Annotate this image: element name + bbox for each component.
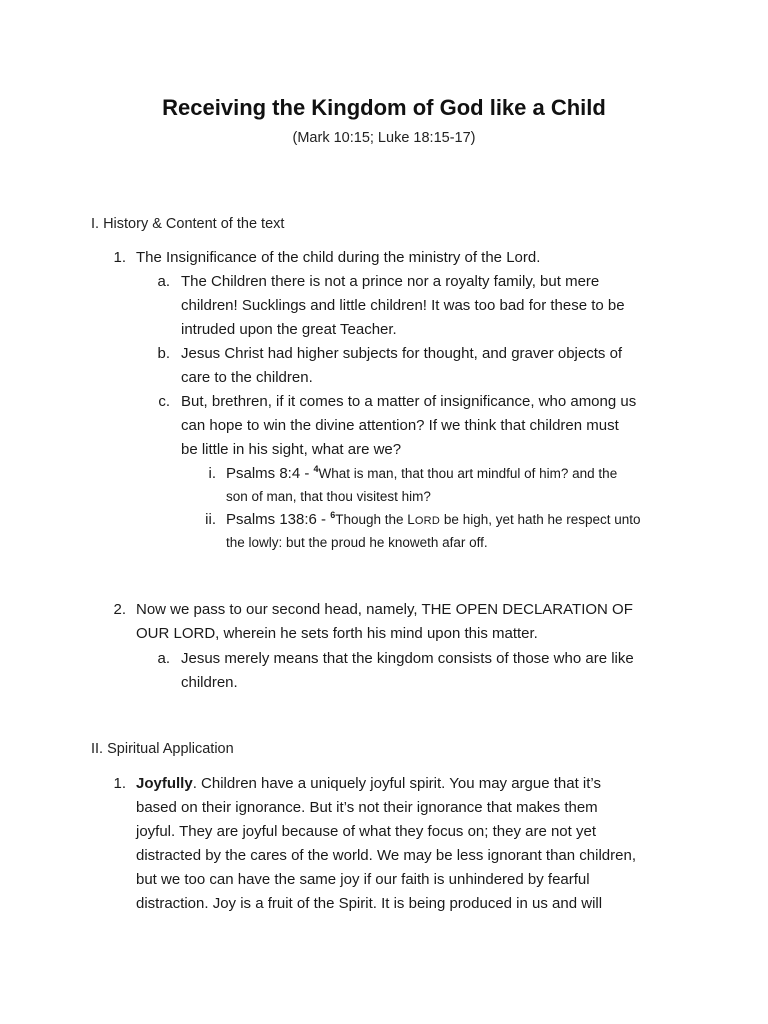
list-item-text: can hope to win the divine attention? If we think that children must <box>181 417 619 434</box>
document-title: Receiving the Kingdom of God like a Child <box>162 95 606 120</box>
list-item-text: care to the children. <box>181 369 313 386</box>
scripture-quote <box>226 465 617 482</box>
paragraph-text: distracted by the cares of the world. We may be less ignorant than children, <box>136 847 636 864</box>
list-item-text: Now we pass to our second head, namely, THE OPEN DECLARATION OF <box>136 601 633 618</box>
list-marker: a. <box>157 650 170 667</box>
paragraph-text: based on their ignorance. But it’s not their ignorance that makes them <box>136 799 598 816</box>
verse-number: 4 <box>313 464 319 474</box>
section-heading-application: II. Spiritual Application <box>91 741 234 757</box>
list-marker: b. <box>157 345 170 362</box>
list-item-text: Jesus merely means that the kingdom consists of those who are like <box>181 650 634 667</box>
verse-text: be high, yet hath he respect unto <box>440 512 641 527</box>
list-marker: c. <box>158 393 170 410</box>
list-marker: ii. <box>205 511 216 528</box>
verse-text: the lowly: but the proud he knoweth afar off. <box>226 535 488 550</box>
scripture-reference: Psalms 8:4 - <box>226 465 314 482</box>
document-subtitle: (Mark 10:15; Luke 18:15-17) <box>292 130 476 146</box>
list-marker: a. <box>157 273 170 290</box>
paragraph-text: . Children have a uniquely joyful spirit. You may argue that it’s <box>192 775 601 792</box>
verse-text: son of man, that thou visitest him? <box>226 489 431 504</box>
list-item-text: The Children there is not a prince nor a royalty family, but mere <box>181 273 600 290</box>
list-marker: 2. <box>113 601 126 618</box>
list-item-text: be little in his sight, what are we? <box>181 441 402 458</box>
list-item-text: Jesus Christ had higher subjects for thought, and graver objects of <box>181 345 623 362</box>
paragraph-text: but we too can have the same joy if our faith is unhindered by fearful <box>136 871 590 888</box>
list-marker: 1. <box>113 249 126 266</box>
list-item-text: intruded upon the great Teacher. <box>181 321 397 338</box>
section-heading-history: I. History & Content of the text <box>91 216 285 232</box>
list-item-text: The Insignificance of the child during the ministry of the Lord. <box>136 249 541 266</box>
list-marker: 1. <box>113 775 126 792</box>
list-item-text <box>136 775 601 792</box>
list-item-text: But, brethren, if it comes to a matter of insignificance, who among us <box>181 393 637 410</box>
list-marker: i. <box>208 465 216 482</box>
list-item-text: OUR LORD, wherein he sets forth his mind upon this matter. <box>136 625 538 642</box>
small-caps-text: ORD <box>414 515 441 527</box>
list-item-text: children. <box>181 674 238 691</box>
scripture-reference: Psalms 138:6 - <box>226 511 331 528</box>
verse-text: Though the L <box>335 512 415 527</box>
scripture-quote <box>226 511 641 528</box>
paragraph-text: joyful. They are joyful because of what they focus on; they are not yet <box>136 823 596 840</box>
verse-number: 6 <box>330 510 336 520</box>
paragraph-text: distraction. Joy is a fruit of the Spirit. It is being produced in us and will <box>136 895 603 912</box>
emphasis-term: Joyfully <box>136 775 193 792</box>
list-item-text: children! Sucklings and little children! It was too bad for these to be <box>181 297 625 314</box>
verse-text: What is man, that thou art mindful of him? and the <box>318 466 618 481</box>
